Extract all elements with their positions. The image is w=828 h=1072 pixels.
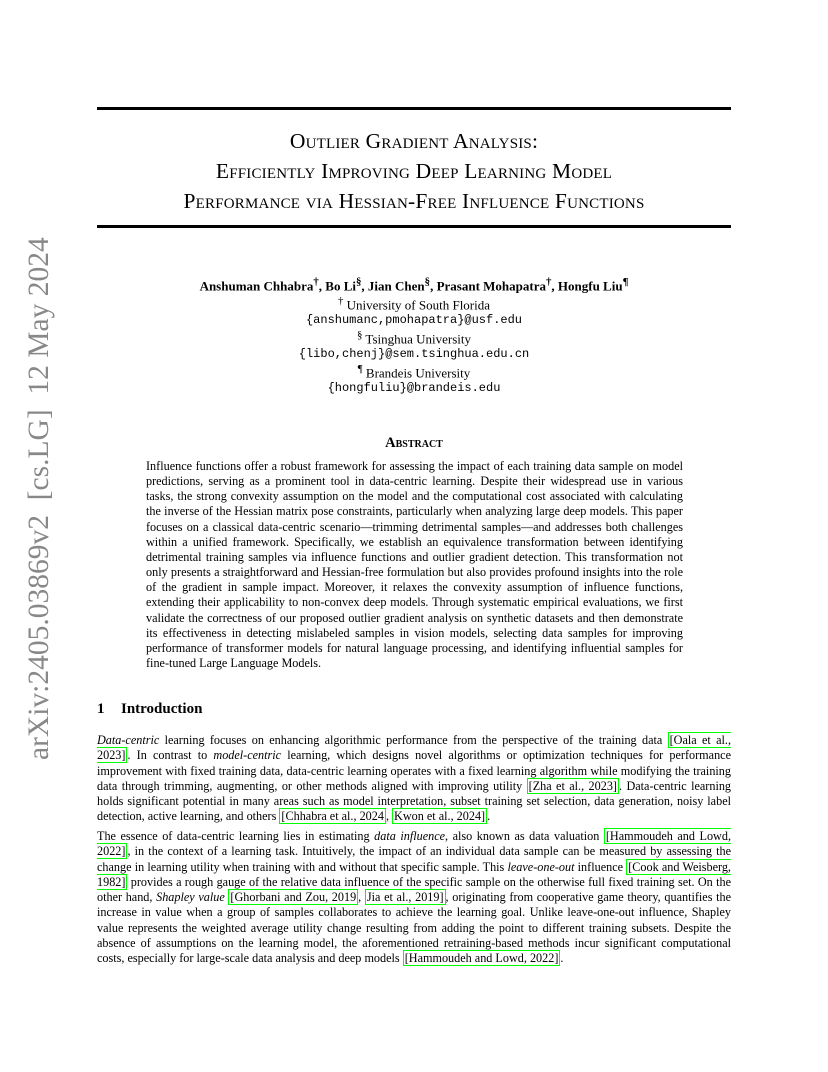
author-names: Anshuman Chhabra†, Bo Li§, Jian Chen§, Prasant Mohapatra†, Hongfu Liu¶ — [199, 276, 629, 294]
author-name: Prasant Mohapatra — [436, 278, 546, 294]
affiliation-3: ¶ Brandeis University — [357, 363, 471, 381]
affiliation-2: § Tsinghua University — [356, 329, 472, 347]
citation-link[interactable]: [Cook and Weisberg, 1982] — [97, 859, 731, 889]
affiliation-1: † University of South Florida — [337, 294, 491, 313]
author-name: Bo Li — [325, 278, 356, 294]
abstract-heading: Abstract — [385, 435, 443, 451]
paper-title — [97, 126, 731, 216]
title-bottom-rule — [97, 225, 731, 228]
arxiv-identifier-text: arXiv:2405.03869v2 [cs.LG] 12 May 2024 — [23, 237, 55, 760]
intro-paragraph-2: The essence of data-centric learning lies in estimating data influence, also known as data valuation [Hammoudeh and Lowd, 2022] , in the context of a learning task. Intuitively, the impact of an individual data sample can be measured by assessing the change in learning utility when training with and without that specific sample. This leave-one-out influence [Cook and Weisberg, 1982] provides a rough gauge of the relative data influence of the specific sample on the otherwise full fixed training set. On the other hand, Shapley value [Ghorbani and Zou, 2019 , Jia et al., 2019] , originating from cooperative game theory, quantifies the increase in value when a group of samples collaborates to achieve the learning goal. Unlike leave-one-out influence, Shapley value represents the weighted average utility change resulting from adding the point to different training subsets. Despite the absence of assumptions on the learning model, the aforementioned retraining-based methods incur significant computational costs, especially for large-scale data analysis and deep models [Hammoudeh and Lowd, 2022] . — [97, 829, 732, 965]
citation-link[interactable]: [Hammoudeh and Lowd, 2022] — [404, 951, 559, 965]
email-3: {hongfuliu}@brandeis.edu — [327, 381, 501, 396]
affiliation-mark: ¶ — [622, 276, 629, 288]
affiliation-mark: § — [424, 276, 431, 288]
title-top-rule — [97, 107, 731, 110]
author-name: Hongfu Liu — [557, 278, 623, 294]
title-line-3: Performance via Hessian-Free Influence Functions — [183, 189, 645, 213]
intro-paragraph-1: Data-centric learning focuses on enhancing algorithmic performance from the perspective of the training data [Oala et al., 2023] . In contrast to model-centric learning, which designs novel algorithms or optimization techniques for performance improvement with fixed training data, data-centric learning operates with a fixed learning algorithm while modifying the training data through trimming, augmenting, or other methods aligned with improving utility [Zha et al., 2023] . Data-centric learning holds significant potential in many areas such as model interpretation, subset training set selection, data generation, noisy label detection, active learning, and others [Chhabra et al., 2024 , Kwon et al., 2024] . — [97, 733, 732, 824]
citation-link[interactable]: [Zha et al., 2023] — [528, 778, 617, 793]
citation-link[interactable]: Jia et al., 2019] — [366, 890, 444, 904]
citation-link[interactable]: [Hammoudeh and Lowd, 2022] — [97, 829, 732, 859]
title-line-2: Efficiently Improving Deep Learning Model — [215, 159, 613, 183]
arxiv-identifier-stamp — [4, 0, 68, 1072]
section-heading — [97, 701, 202, 718]
email-2: {libo,chenj}@sem.tsinghua.edu.cn — [298, 346, 530, 361]
affiliation-mark: † — [313, 276, 319, 288]
citation-link[interactable]: Kwon et al., 2024] — [394, 809, 486, 824]
author-name: Anshuman Chhabra — [199, 278, 314, 294]
title-line-1: Outlier Gradient Analysis: — [289, 129, 539, 153]
abstract-text: Influence functions offer a robust framework for assessing the impact of each training data sample on model predictions, serving as a prominent tool in data-centric learning. Despite their widespread use in various tasks, the strong convexity assumption on the model and the computational cost associated with calculating the inverse of the Hessian matrix pose constraints, particularly when analyzing large deep models. This paper focuses on a classical data-centric scenario—trimming detrimental samples—and addresses both challenges within a unified framework. Specifically, we establish an equivalence transformation between identifying detrimental training samples via influence functions and outlier gradient detection. This transformation not only presents a straightforward and Hessian-free formulation but also provides profound insights into the role of the gradient in sample impact. Moreover, it relaxes the convexity assumption of influence functions, extending their applicability to non-convex deep models. Through systematic empirical evaluations, we first validate the correctness of our proposed outlier gradient analysis on synthetic datasets and then demonstrate its effectiveness in detecting mislabeled samples in vision models, selecting data samples for improving performance of transformer models for natural language processing, and identifying influential samples for fine-tuned Large Language Models. — [146, 459, 683, 671]
citation-link[interactable]: [Ghorbani and Zou, 2019 — [230, 890, 357, 904]
affiliation-mark: § — [356, 276, 362, 288]
section-title: Introduction — [121, 701, 203, 717]
section-number: 1 — [97, 701, 105, 717]
citation-link[interactable]: [Oala et al., 2023] — [97, 733, 731, 763]
author-block — [97, 275, 731, 397]
citation-link[interactable]: [Chhabra et al., 2024 — [281, 809, 384, 824]
email-1: {anshumanc,pmohapatra}@usf.edu — [305, 312, 523, 327]
affiliation-mark: † — [545, 276, 552, 288]
author-name: Jian Chen — [367, 278, 425, 294]
